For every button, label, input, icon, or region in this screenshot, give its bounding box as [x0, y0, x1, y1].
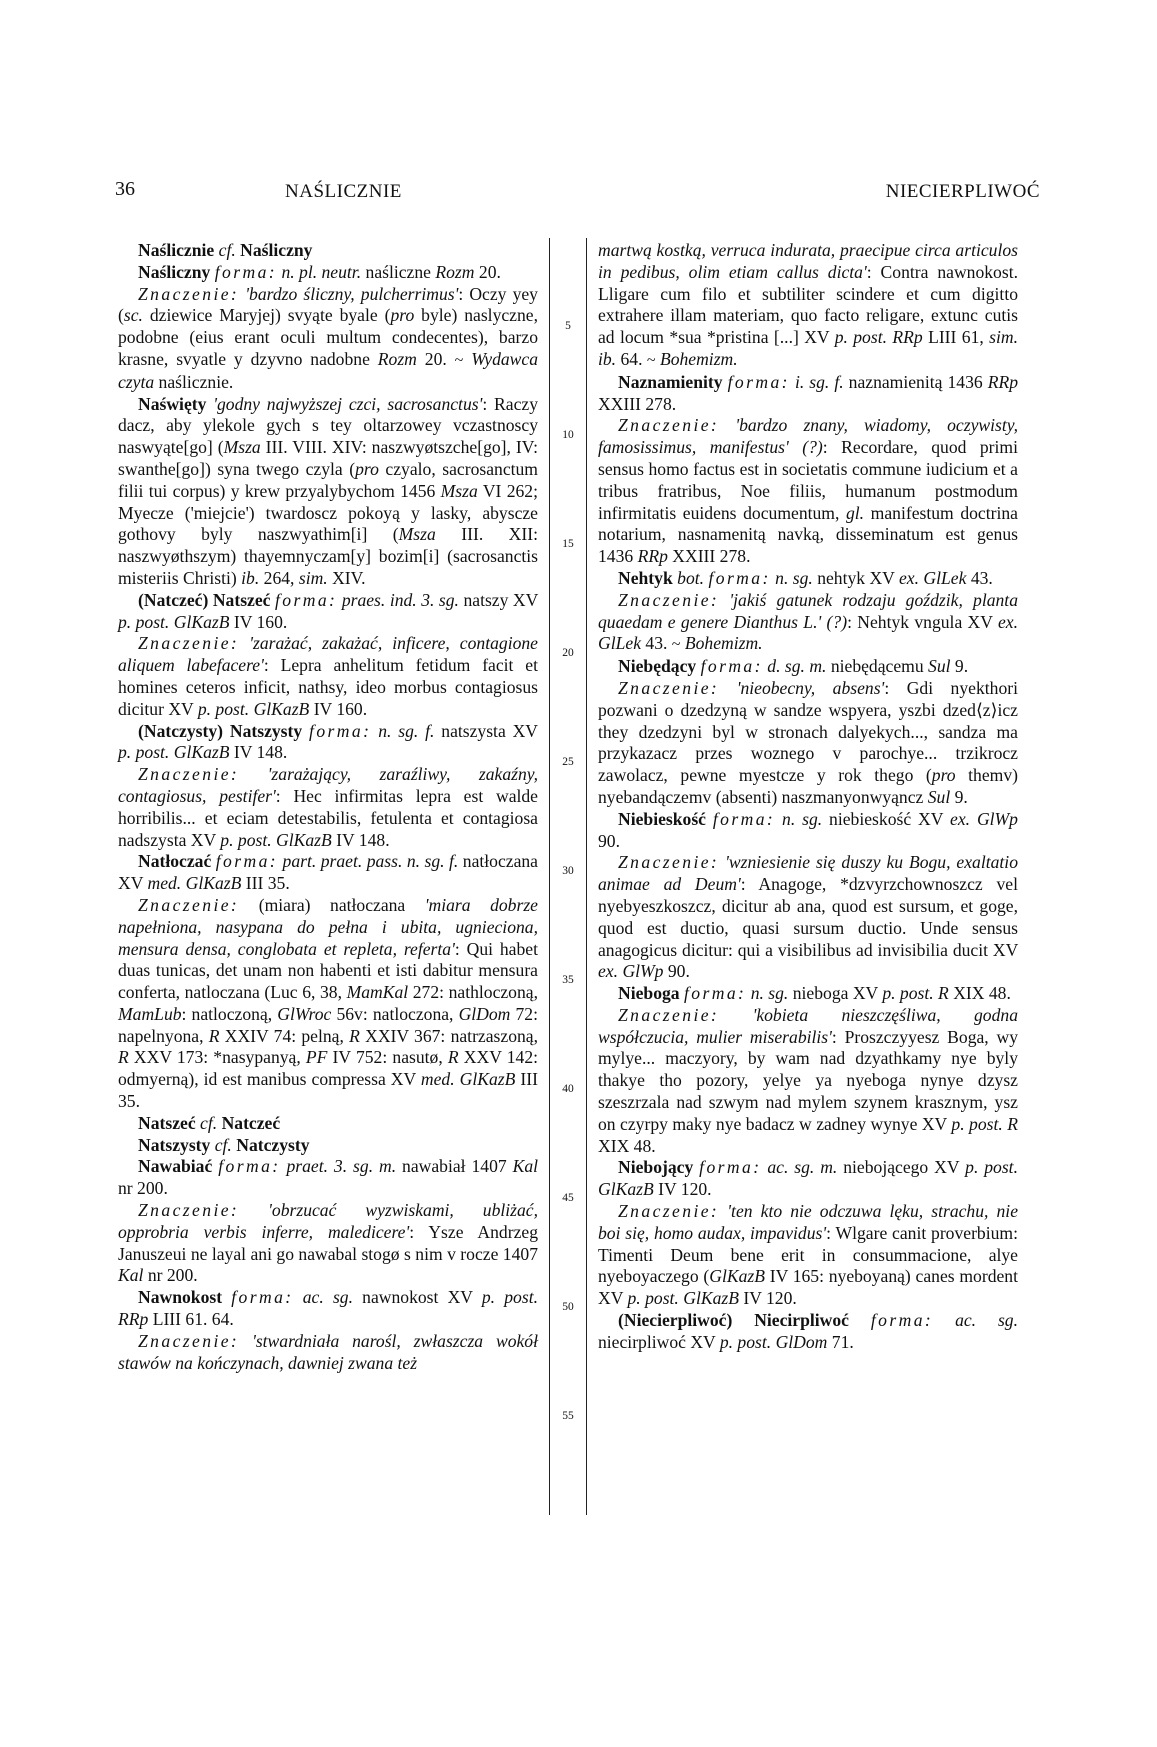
znaczenie-label: Znaczenie:	[618, 589, 720, 610]
gloss: 'stwardniała narośl, zwłaszcza wokół stawów na kończynach, dawniej zwana też	[118, 1330, 538, 1373]
entry-nawnokost	[118, 1287, 538, 1331]
gloss: 'zarażający, zaraźliwy, zakaźny, contagiosus, pestifer'	[118, 764, 538, 806]
source: GlLek	[598, 633, 641, 654]
cross-ref-marker: cf.	[200, 1112, 218, 1133]
headword: Niebieskość	[618, 808, 706, 829]
entry-natszysty-ref	[118, 1135, 538, 1157]
page-number: 36	[115, 178, 135, 200]
abbr: ib.	[241, 567, 260, 588]
entry-niebedacy	[598, 656, 1018, 678]
znaczenie-label: Znaczenie:	[138, 764, 240, 785]
gloss: 'bardzo znany, wiadomy, oczywisty, famosissimus, manifestus' (?)	[598, 415, 1018, 458]
date: p. post.	[118, 742, 170, 763]
locator: III 35.	[118, 1069, 539, 1112]
headword: Naśliczny	[138, 261, 211, 282]
gloss: 'ten kto nie odczuwa lęku, strachu, nie boi się, homo audax, impavidus'	[598, 1201, 1018, 1243]
gloss: martwą kostką, verruca indurata, praecipue circa articulos in pedibus, olim etiam callus dicta'	[598, 240, 1018, 282]
line-number: 10	[562, 429, 574, 441]
meaning-niebojacy	[598, 1201, 1018, 1310]
grammar: ac. sg.	[955, 1310, 1018, 1331]
source: Kal	[118, 1265, 144, 1286]
tilde-mark: ~	[454, 351, 464, 369]
grammar: ac. sg.	[302, 1287, 353, 1308]
locator: IV 148.	[331, 829, 390, 850]
entry-naznamienity	[598, 372, 1018, 416]
headword: Natłoczać	[138, 851, 212, 872]
meaning-nawabiac	[118, 1200, 538, 1287]
tilde-mark: ~	[646, 351, 656, 369]
grammar: n. sg.	[750, 983, 789, 1004]
locator: 43.	[966, 567, 993, 588]
date: ex.	[898, 567, 920, 588]
forma-label: forma:	[699, 1157, 762, 1178]
source: Sul	[927, 786, 951, 807]
locator: III 35.	[241, 873, 290, 894]
locator: nr 200.	[143, 1265, 198, 1286]
quote: dziewice Maryjej) svyąte byale (	[142, 305, 391, 326]
headword: Naślicznie	[138, 240, 215, 260]
gloss: 'obrzucać wyzwiskami, ubliżać, opprobria verbis inferre, maledicere'	[118, 1200, 538, 1242]
form-text: niecirpliwoć XV	[598, 1331, 720, 1352]
headword: Nawabiać	[138, 1156, 213, 1177]
quote: IV 752: nasutø,	[327, 1047, 448, 1068]
source: MamKal	[346, 982, 409, 1003]
meaning-niebedacy	[598, 678, 1018, 809]
line-number: 40	[562, 1083, 574, 1095]
entry-niecirpliwoc	[598, 1310, 1018, 1354]
quote: byle) naslyczne, podobne (eius erant oculi multum condecentes), barzo krasne, svyatle y dzyvno nadobne	[118, 305, 538, 369]
line-number: 55	[562, 1410, 574, 1422]
meaning-nehtyk	[598, 590, 1018, 656]
editorial-note: Bohemizm.	[659, 348, 738, 369]
cross-ref-target: Naśliczny	[240, 240, 313, 260]
locator: 71.	[827, 1331, 854, 1352]
quote: : Contra nawnokost. Lligare cum filo et subtiliter scindere et cum digitto extrahere illam materiam, quo facto religare, extunc cutis ad locum *sua *pristina [...] XV	[598, 261, 1018, 348]
locator: XIV.	[327, 567, 366, 588]
cross-ref-target: Natczeć	[221, 1112, 281, 1133]
quote: : Ysze Andrzeg Januszeui ne layal ani go nawabal stogø s nim v rocze 1407	[118, 1221, 538, 1264]
quote: : Qui habet duas tunicas, det unam non habenti et isti dabitur mensura conferta, natloczana (Luc 6, 38,	[118, 938, 538, 1003]
form-text: nawabiał 1407	[396, 1156, 513, 1177]
gloss: 'bardzo śliczny, pulcherrimus'	[245, 283, 459, 304]
headword: Niebojący	[618, 1157, 694, 1178]
quote: : Proszczyyesz Boga, wy mylye... maczyory, by wam nad dzyathkamy nye byly thakye tho pozory, yelye ya nyeboga nynye dzysz szeszrzala nad szwym nad mylem szynem krasznym, ysz on czyrpy maky nye badacz w zadney wynye XV	[598, 1026, 1018, 1134]
znaczenie-label: Znaczenie:	[618, 1004, 720, 1025]
source: GlKazB	[253, 698, 310, 719]
locator: 90.	[598, 830, 620, 851]
forma-label: forma:	[700, 656, 763, 677]
headword: Natszeć	[212, 589, 271, 610]
headword: Niecirpliwoć	[754, 1310, 849, 1331]
meaning-nawnokost	[118, 1331, 538, 1375]
cross-ref-marker: cf.	[218, 240, 236, 260]
date: ex.	[598, 961, 619, 982]
znaczenie-label: Znaczenie:	[618, 852, 720, 873]
gloss: 'wzniesienie się duszy ku Bogu, exaltatio animae ad Deum'	[598, 852, 1018, 895]
page-header	[115, 178, 1040, 208]
quote: XXIV 367: natrzaszoną,	[359, 1025, 538, 1046]
quote: (miara) natłoczana	[239, 894, 425, 915]
source: Rozm	[435, 261, 475, 282]
source: RRp	[637, 546, 668, 567]
form-text: nawnokost XV	[352, 1287, 482, 1308]
locator: nr 200.	[118, 1178, 168, 1199]
entry-natszec	[118, 590, 538, 634]
meaning-natszec	[118, 633, 538, 720]
form-text: niebieskość XV	[822, 808, 951, 829]
entry-naslicznie	[118, 240, 538, 262]
quote: 56v: natloczona,	[331, 1003, 459, 1024]
line-number: 35	[562, 974, 574, 986]
locator: XIX 48.	[948, 983, 1011, 1004]
quote: 72: napelnyona,	[118, 1003, 538, 1046]
forma-label: forma:	[727, 371, 790, 392]
grammar: d. sg. m.	[767, 656, 827, 677]
line-number: 30	[562, 865, 574, 877]
source: GlDom	[458, 1003, 511, 1024]
date: p. post.	[627, 1288, 679, 1309]
quote: : Recordare, quod primi sensus homo factus est in societatis commune iudicium et a tribus fratribus, Noe filiis, humanum postmodum infirmitatis euidens documentum,	[598, 437, 1018, 523]
quote: : Hec infirmitas lepra est walde horribilis... et eciam detestabilis, fetulenta et contagiosa nadszysta XV	[118, 785, 538, 850]
headword: Naznamienity	[618, 371, 723, 392]
quote: IV 165: nyeboyaną) canes mordent XV	[598, 1266, 1018, 1309]
forma-label: forma:	[218, 1156, 281, 1177]
locator: IV 160.	[229, 611, 288, 632]
source: Msza	[440, 480, 478, 501]
source: GlKazB	[173, 742, 230, 763]
source: RRp	[892, 327, 923, 348]
headword: Nehtyk	[618, 567, 673, 588]
cross-ref-target: Natczysty	[236, 1134, 310, 1155]
grammar: n. sg.	[775, 567, 813, 588]
meaning-nieboga	[598, 1005, 1018, 1158]
entry-natszysty	[118, 721, 538, 765]
source: GlWp	[976, 808, 1018, 829]
source: Rozm	[377, 348, 417, 369]
source: GlKazB	[276, 829, 332, 850]
locator: XIX 48.	[598, 1135, 656, 1156]
grammar: praes. ind. 3. sg.	[341, 589, 459, 610]
date: p. post.	[118, 611, 170, 632]
running-title-left: NAŚLICZNIE	[285, 181, 402, 202]
locator: 43.	[641, 633, 668, 654]
locator: LIII 61. 64.	[148, 1309, 234, 1330]
meaning-natloczac	[118, 895, 538, 1113]
form-text: natszysta XV	[434, 720, 539, 741]
cross-ref-marker: cf.	[214, 1134, 232, 1155]
locator: 9.	[950, 656, 969, 677]
date: p. post.	[965, 1157, 1018, 1178]
headword: Natszysty	[229, 720, 303, 741]
source: GlKazB	[185, 873, 242, 894]
entry-niebojacy	[598, 1157, 1018, 1201]
quote: : Lepra anhelitum fetidum facit et homines ceteros inficit, nathsy, ideo morbus contagiosus dicitur XV	[118, 655, 538, 719]
source: Sul	[928, 656, 951, 677]
locator: IV 120.	[653, 1179, 712, 1200]
abbr: sim. ib.	[598, 327, 1018, 369]
grammar: n. sg.	[782, 808, 823, 829]
locator: 20.	[416, 348, 447, 369]
meaning-niebieskosc	[598, 852, 1018, 983]
locator: XXIII 278.	[667, 546, 751, 567]
date: p. post.	[951, 1113, 1003, 1134]
headword: Natszeć	[138, 1112, 196, 1133]
quote: : Nehtyk vngula XV	[847, 611, 998, 632]
form-text: nieboga XV	[788, 983, 883, 1004]
quote: III. VIII. XIV: naszwyøtszche[go], IV: swanthe[go]) syna twego czyla (	[118, 437, 539, 479]
quote: manifestum doctrina notarium, nasnamenitą navką, disseminatum est genus 1436	[598, 502, 1018, 567]
date: med.	[147, 873, 182, 894]
gloss: 'godny najwyższej czci, sacrosanctus'	[213, 393, 483, 414]
entry-nasliczny	[118, 262, 538, 284]
form-text: niebędącemu	[826, 656, 929, 677]
quote: : Oczy yey (	[118, 283, 538, 326]
editorial-note: Wydawca czyta	[118, 348, 539, 392]
date: ex.	[950, 808, 971, 829]
date: p. post.	[220, 829, 272, 850]
date: p. post.	[197, 698, 250, 719]
entry-nieboga	[598, 983, 1018, 1005]
running-title-right: NIECIERPLIWOĆ	[885, 181, 1040, 202]
source: GlWroc	[277, 1003, 332, 1024]
left-column	[118, 240, 538, 1374]
forma-label: forma:	[214, 261, 278, 282]
quote: themv) nyebandączemv (absenti) naszmanyonwyąncz	[598, 765, 1018, 807]
grammar: praet. 3. sg. m.	[286, 1156, 397, 1177]
grammar: n. pl. neutr.	[281, 261, 362, 282]
locator: 64.	[616, 348, 643, 369]
source: PF	[305, 1047, 328, 1068]
entry-nehtyk	[598, 568, 1018, 590]
abbr: sc.	[123, 305, 143, 326]
editorial-note: Bohemizm.	[684, 633, 763, 654]
date: med.	[420, 1069, 455, 1090]
headword: Naświęty	[138, 393, 207, 414]
headword: Nieboga	[618, 983, 680, 1004]
source: R	[118, 1047, 129, 1068]
meaning-nawnokost-continued	[598, 240, 1018, 372]
quote: VI 262; Myecze ('miejcie') twardoscz pokoyą y lasky, abysczе gothovy byly naszwyathim[i] (	[118, 480, 538, 545]
quote: XXV 173: *nasypanyą,	[128, 1047, 306, 1068]
form-text: niebojącego XV	[837, 1157, 966, 1178]
form-text: nehtyk XV	[812, 567, 899, 588]
abbr: sim.	[298, 567, 328, 588]
quote: : Gdi nyekthori pozwani o dzedzyną w sandze wspyera, yszbi dzed⟨z⟩icz they dzedzyni byl w stronach dalyekych..., sandza ma przykazacz przes woznego v parochye... trzikrocz zawolacz, pewne myestczе y rok thego (	[598, 677, 1018, 786]
entry-natszec-ref	[118, 1113, 538, 1135]
gloss: 'jakiś gatunek rodzaju goździk, planta quaedam e genere Dianthus L.' (?)	[598, 589, 1018, 632]
line-number: 50	[562, 1301, 574, 1313]
meaning-natszysty	[118, 764, 538, 851]
locator: 90.	[663, 961, 690, 982]
gloss: 'kobieta nieszczęśliwa, godna współczucia, mulier miserabilis'	[598, 1004, 1018, 1047]
source: Msza	[223, 437, 261, 458]
column-divider-right	[586, 238, 587, 1515]
headword-variant: (Natczysty)	[138, 720, 223, 741]
source: Kal	[512, 1156, 539, 1177]
forma-label: forma:	[708, 567, 771, 588]
abbr: pro	[931, 765, 956, 786]
quote: : Wlgare canit proverbium: Timenti Deum bene erit in consummacione, alye nyeboyaczego (	[598, 1222, 1018, 1287]
headword: Natszysty	[138, 1134, 211, 1155]
quote: XXV 142: odmyerną), id est manibus compressa XV	[118, 1047, 539, 1090]
abbr: pro	[390, 305, 415, 326]
source: MamLub	[118, 1003, 182, 1024]
quote: 272: nathloczoną,	[408, 982, 538, 1003]
forma-label: forma:	[215, 851, 279, 872]
source: R	[447, 1047, 459, 1068]
grammar: i. sg. f.	[794, 371, 844, 392]
quote: XXIV 74: pelną,	[219, 1025, 350, 1046]
line-number: 5	[565, 320, 571, 332]
forma-label: forma:	[231, 1287, 294, 1308]
form-text: natszy XV	[458, 589, 539, 610]
source: R	[349, 1025, 360, 1046]
source: GlDom	[775, 1331, 828, 1352]
right-column	[598, 240, 1018, 1354]
znaczenie-label: Znaczenie:	[138, 894, 240, 915]
quote: : natloczoną,	[181, 1003, 278, 1024]
domain-label: bot.	[677, 567, 705, 588]
source: GlKazB	[459, 1069, 516, 1090]
znaczenie-label: Znaczenie:	[138, 1200, 240, 1221]
form-text: natłoczana XV	[118, 851, 538, 894]
locator: IV 160.	[309, 698, 368, 719]
quote: : Anagoge, *dzvyrzchownoszcz vel nyebyeszkoszcz, dicitur ab ana, quod est sursum, et goge, quod est ductio, quasi sursum ductio. Unde sensus anagogicus dicitur: qui a visibilibus ad invisibilia ducit XV	[598, 874, 1018, 960]
znaczenie-label: Znaczenie:	[138, 1330, 240, 1351]
forma-label: forma:	[712, 808, 776, 829]
source: R	[1007, 1113, 1019, 1134]
date: p. post.	[882, 983, 934, 1004]
tilde-mark: ~	[671, 636, 681, 654]
headword-variant: (Niecierpliwoć)	[618, 1310, 733, 1331]
quote: : Raczy dacz, aby ylekole gych s tey oltarzowey vczastnoscy naswyąte[go] (	[118, 393, 538, 458]
forma-label: forma:	[870, 1310, 934, 1331]
source: GlKazB	[683, 1288, 739, 1309]
znaczenie-label: Znaczenie:	[618, 1201, 720, 1222]
form-text: naznamienitą 1436	[843, 371, 988, 392]
grammar: n. sg. f.	[378, 720, 435, 741]
line-number: 20	[562, 647, 574, 659]
forma-label: forma:	[275, 589, 338, 610]
headword-variant: (Natczeć)	[138, 589, 209, 610]
abbr: pro	[355, 458, 379, 479]
znaczenie-label: Znaczenie:	[138, 283, 240, 304]
meaning-nasliczny	[118, 284, 538, 394]
locator: IV 148.	[229, 742, 288, 763]
entry-naswiety	[118, 394, 538, 590]
quote: czyalo, sacrosanctum filii tui corpus) y krew przyalybychom 1456	[118, 458, 538, 501]
quote: III. XII: naszwyøthszym) thayemnyczam[y] bozim[i] (sacrosanctis misteriis Christi)	[118, 524, 538, 588]
date: ex.	[997, 611, 1018, 632]
date: p. post.	[834, 327, 887, 348]
gloss: 'miara dobrze napełniona, nasypana do pełna i ubita, ugnieciona, mensura densa, conglobata et repleta, referta'	[118, 894, 538, 959]
locator: LIII 61,	[922, 327, 990, 348]
abbr: gl.	[845, 502, 865, 523]
gloss: 'nieobecny, absens'	[736, 677, 885, 698]
source: R	[208, 1025, 220, 1046]
locator: 20.	[478, 261, 501, 282]
locator: XXIII 278.	[598, 393, 677, 414]
line-number: 45	[562, 1192, 574, 1204]
headword: Nawnokost	[138, 1287, 223, 1308]
date: p. post.	[481, 1287, 538, 1308]
date: p. post.	[719, 1331, 772, 1352]
source: GlLek	[923, 567, 967, 588]
locator: 9.	[950, 786, 968, 807]
source: GlKazB	[709, 1266, 765, 1287]
locator: 264,	[259, 567, 299, 588]
entry-niebieskosc	[598, 809, 1018, 853]
entry-natloczac	[118, 851, 538, 895]
note-text: naślicznie.	[154, 371, 234, 392]
locator: IV 120.	[738, 1288, 797, 1309]
entry-nawabiac	[118, 1156, 538, 1200]
line-number: 15	[562, 538, 574, 550]
grammar: part. praet. pass. n. sg. f.	[282, 851, 459, 872]
headword: Niebędący	[618, 656, 697, 677]
form-text: naśliczne	[365, 261, 431, 282]
source: R	[938, 983, 949, 1004]
source: RRp	[987, 371, 1018, 392]
forma-label: forma:	[683, 983, 747, 1004]
znaczenie-label: Znaczenie:	[138, 633, 240, 654]
znaczenie-label: Znaczenie:	[618, 415, 720, 436]
source: GlWp	[622, 961, 664, 982]
source: RRp	[118, 1309, 149, 1330]
source: Msza	[398, 524, 436, 545]
line-number: 25	[562, 756, 574, 768]
forma-label: forma:	[309, 720, 372, 741]
grammar: ac. sg. m.	[767, 1157, 838, 1178]
gloss: 'zarażać, zakażać, inficere, contagione aliquem labefacere'	[118, 633, 538, 676]
znaczenie-label: Znaczenie:	[618, 677, 720, 698]
source: GlKazB	[598, 1179, 654, 1200]
source: GlKazB	[173, 611, 230, 632]
meaning-naznamienity	[598, 415, 1018, 568]
